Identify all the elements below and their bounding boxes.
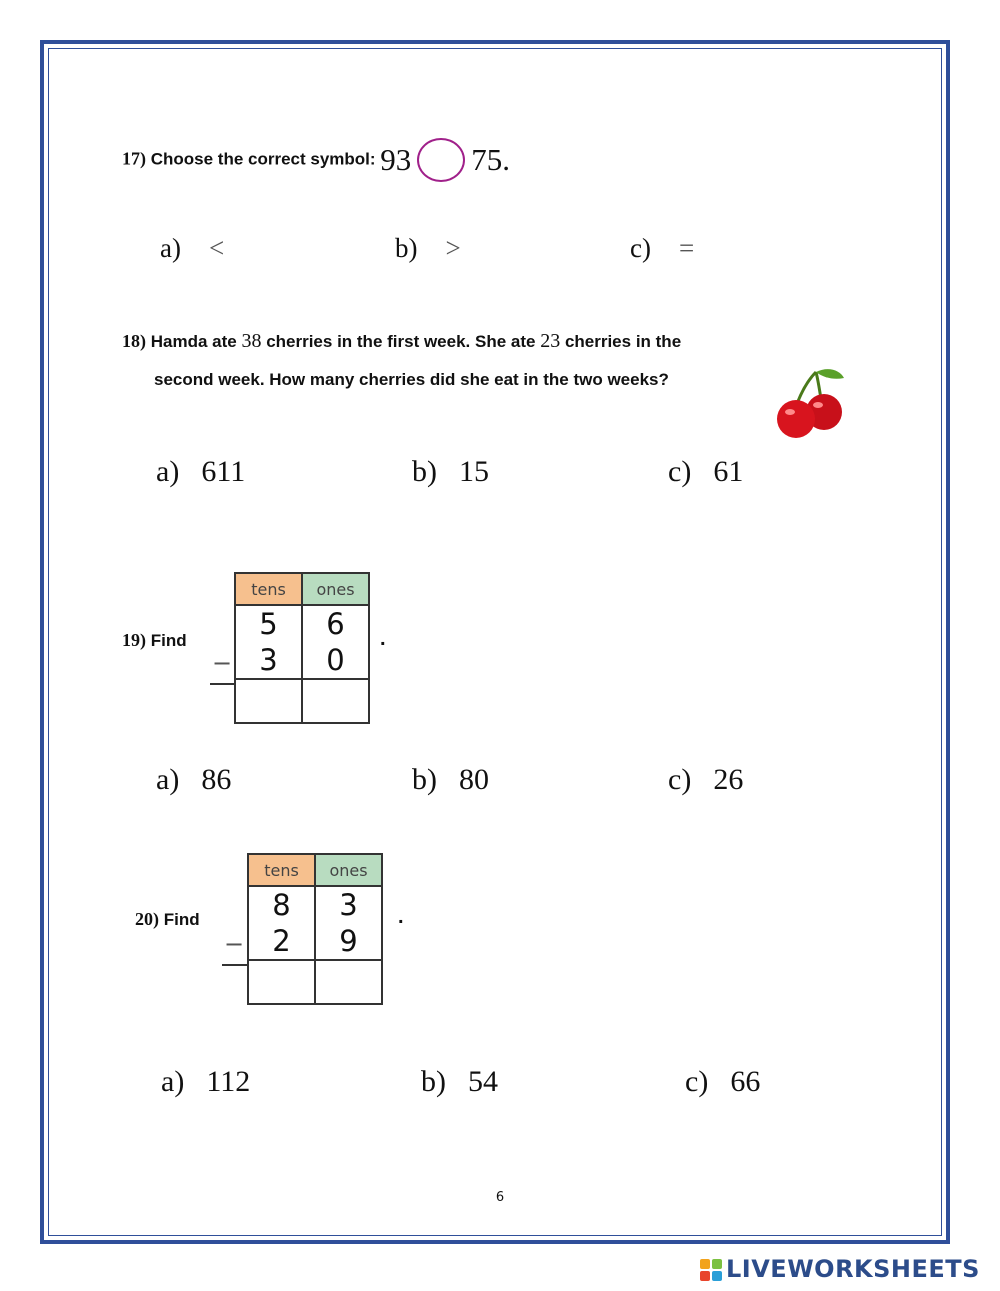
option-value: 61 <box>713 455 744 488</box>
q19-minus-sign: − <box>212 649 233 677</box>
q20-bottom-tens: 2 <box>248 923 315 960</box>
page-number: 6 <box>495 1190 505 1205</box>
q20-top-ones: 3 <box>315 886 382 923</box>
q17-right-number: 75. <box>471 142 511 177</box>
q19-bottom-ones: 0 <box>302 642 369 679</box>
q20-number: 20) <box>135 909 159 929</box>
tens-header: tens <box>248 854 315 886</box>
q18-number-38: 38 <box>241 330 262 352</box>
q18-option-c[interactable] <box>668 455 743 489</box>
q19-period: . <box>380 628 386 650</box>
q20-option-b[interactable] <box>421 1065 498 1099</box>
option-label: a) <box>156 455 180 488</box>
q20-period: . <box>398 906 404 928</box>
option-value: 80 <box>459 763 489 796</box>
option-label: a) <box>156 763 180 796</box>
q18-option-a[interactable] <box>156 455 245 489</box>
q19-option-c[interactable] <box>668 763 743 797</box>
q18-prompt-line1 <box>122 330 681 353</box>
q20-bottom-ones: 9 <box>315 923 382 960</box>
option-label: a) <box>160 233 181 263</box>
q19-top-tens: 5 <box>235 605 302 642</box>
option-value: 26 <box>713 763 744 796</box>
option-label: b) <box>412 763 437 796</box>
option-label: b) <box>395 233 418 263</box>
q18-text-b: cherries in the first week. She ate <box>266 332 536 351</box>
option-label: b) <box>412 455 437 488</box>
q19-text: Find <box>150 631 187 650</box>
q17-prompt <box>122 138 510 182</box>
cherries-icon <box>772 366 848 440</box>
ones-header: ones <box>302 573 369 605</box>
option-label: c) <box>668 455 692 488</box>
q17-number: 17) <box>122 148 146 169</box>
q20-prompt <box>135 909 200 930</box>
option-label: c) <box>685 1065 709 1098</box>
q19-number: 19) <box>122 630 146 650</box>
q18-text-a: Hamda ate <box>150 332 237 351</box>
q18-number-23: 23 <box>540 330 561 352</box>
liveworksheets-brand <box>700 1255 980 1283</box>
q19-place-value-table <box>234 572 370 724</box>
option-label: c) <box>630 233 651 263</box>
q20-place-value-table <box>247 853 383 1005</box>
q18-option-b[interactable] <box>412 455 489 489</box>
liveworksheets-logo-icon <box>700 1259 722 1281</box>
q20-minus-rule <box>222 964 249 966</box>
q19-answer-tens[interactable] <box>235 679 302 723</box>
q17-text: Choose the correct symbol: <box>150 149 376 169</box>
q20-option-c[interactable] <box>685 1065 760 1099</box>
tens-header: tens <box>235 573 302 605</box>
option-value: > <box>445 233 461 263</box>
option-value: < <box>208 233 225 263</box>
q18-text-c: cherries in the <box>564 332 682 351</box>
q20-answer-ones[interactable] <box>315 960 382 1004</box>
q17-option-b[interactable] <box>395 233 461 264</box>
option-value: 66 <box>730 1065 761 1098</box>
q17-left-number: 93 <box>380 142 412 177</box>
q19-top-ones: 6 <box>302 605 369 642</box>
q19-bottom-tens: 3 <box>235 642 302 679</box>
q20-top-tens: 8 <box>248 886 315 923</box>
option-value: 86 <box>201 763 232 796</box>
option-label: a) <box>161 1065 185 1098</box>
ones-header: ones <box>315 854 382 886</box>
q20-option-a[interactable] <box>161 1065 250 1099</box>
option-value: 112 <box>206 1065 251 1098</box>
q20-text: Find <box>163 910 200 929</box>
q17-symbol-circle[interactable] <box>417 138 465 182</box>
q20-minus-sign: − <box>224 930 245 958</box>
q20-answer-tens[interactable] <box>248 960 315 1004</box>
option-value: = <box>678 233 695 263</box>
q19-answer-ones[interactable] <box>302 679 369 723</box>
option-value: 54 <box>468 1065 498 1098</box>
option-value: 611 <box>201 455 246 488</box>
q19-option-a[interactable] <box>156 763 231 797</box>
q18-number: 18) <box>122 331 146 351</box>
option-value: 15 <box>459 455 489 488</box>
q18-prompt-line2: second week. How many cherries did she eat in the two weeks? <box>154 370 669 389</box>
option-label: b) <box>421 1065 446 1098</box>
q17-option-c[interactable] <box>630 233 694 264</box>
q17-option-a[interactable] <box>160 233 224 264</box>
q19-prompt <box>122 630 187 651</box>
q19-option-b[interactable] <box>412 763 489 797</box>
option-label: c) <box>668 763 692 796</box>
q19-minus-rule <box>210 683 236 685</box>
brand-name: LIVEWORKSHEETS <box>726 1255 980 1283</box>
